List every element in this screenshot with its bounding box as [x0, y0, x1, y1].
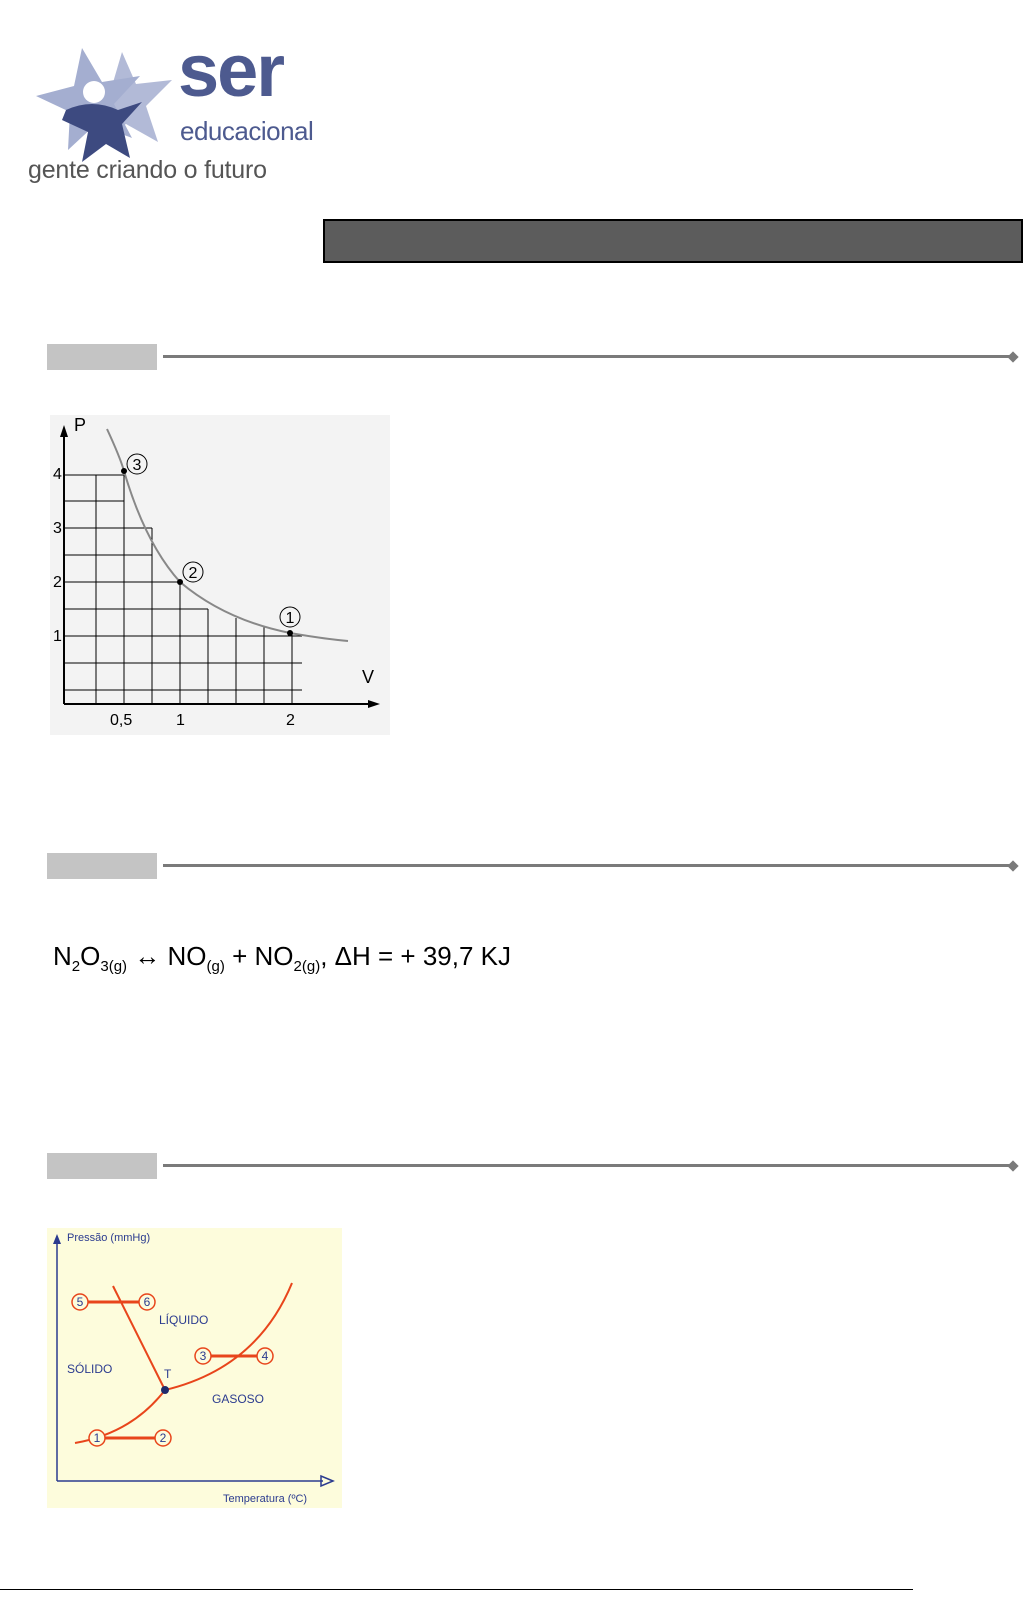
pv-y-tick: 4	[53, 466, 62, 483]
pv-point-1	[287, 630, 293, 636]
section-2-diamond-icon	[1007, 860, 1018, 871]
pv-x-tick: 0,5	[110, 712, 133, 729]
logo-subbrand-text: educacional	[180, 116, 314, 146]
pv-point-label-3: 3	[132, 457, 142, 474]
pv-point-label-1: 1	[285, 610, 295, 627]
equilibrium-arrow: ↔	[134, 941, 161, 971]
pv-x-label: V	[362, 667, 375, 687]
pv-point-label-2: 2	[188, 565, 198, 582]
region-liquido: LÍQUIDO	[159, 1313, 209, 1327]
phase-point-5: 5	[76, 1295, 84, 1309]
phase-point-6: 6	[143, 1295, 151, 1309]
pv-y-tick: 2	[53, 574, 62, 591]
phase-y-label: Pressão (mmHg)	[67, 1232, 151, 1244]
section-3-diamond-icon	[1007, 1160, 1018, 1171]
section-1-diamond-icon	[1007, 351, 1018, 362]
pv-y-label: P	[74, 415, 87, 435]
logo-brand-text: ser	[178, 29, 284, 112]
pv-point-3	[121, 468, 127, 474]
section-2-tab	[47, 853, 157, 879]
phase-x-label: Temperatura (ºC)	[223, 1493, 308, 1505]
logo-figure-head	[83, 81, 105, 103]
section-3-divider	[163, 1164, 1011, 1167]
pv-y-tick: 1	[53, 628, 62, 645]
phase-point-1: 1	[93, 1431, 101, 1445]
phase-point-3: 3	[199, 1349, 207, 1363]
region-gasoso: GASOSO	[212, 1392, 265, 1406]
logo-tagline: gente criando o futuro	[28, 156, 267, 184]
section-3-tab	[47, 1153, 157, 1179]
pv-graph	[50, 415, 390, 735]
pv-y-tick: 3	[53, 520, 62, 537]
chemical-equation: $N_2O_{3(g)}$ ↔ $NO_{(g)} + NO_{2(g)}$, ΔH = + 39,7 KJ	[53, 941, 512, 975]
section-1-divider	[163, 355, 1011, 358]
title-bar	[323, 219, 1023, 263]
section-1-tab	[47, 344, 157, 370]
phase-diagram	[47, 1228, 342, 1508]
region-solido: SÓLIDO	[67, 1362, 113, 1376]
phase-point-4: 4	[261, 1349, 269, 1363]
section-2-divider	[163, 864, 1011, 867]
triple-point-label: T	[164, 1367, 172, 1381]
pv-x-tick: 2	[286, 712, 295, 729]
pv-point-2	[177, 579, 183, 585]
phase-point-2: 2	[159, 1431, 167, 1445]
pv-x-tick: 1	[176, 712, 185, 729]
triple-point	[161, 1386, 169, 1394]
footer-rule	[0, 1589, 913, 1590]
